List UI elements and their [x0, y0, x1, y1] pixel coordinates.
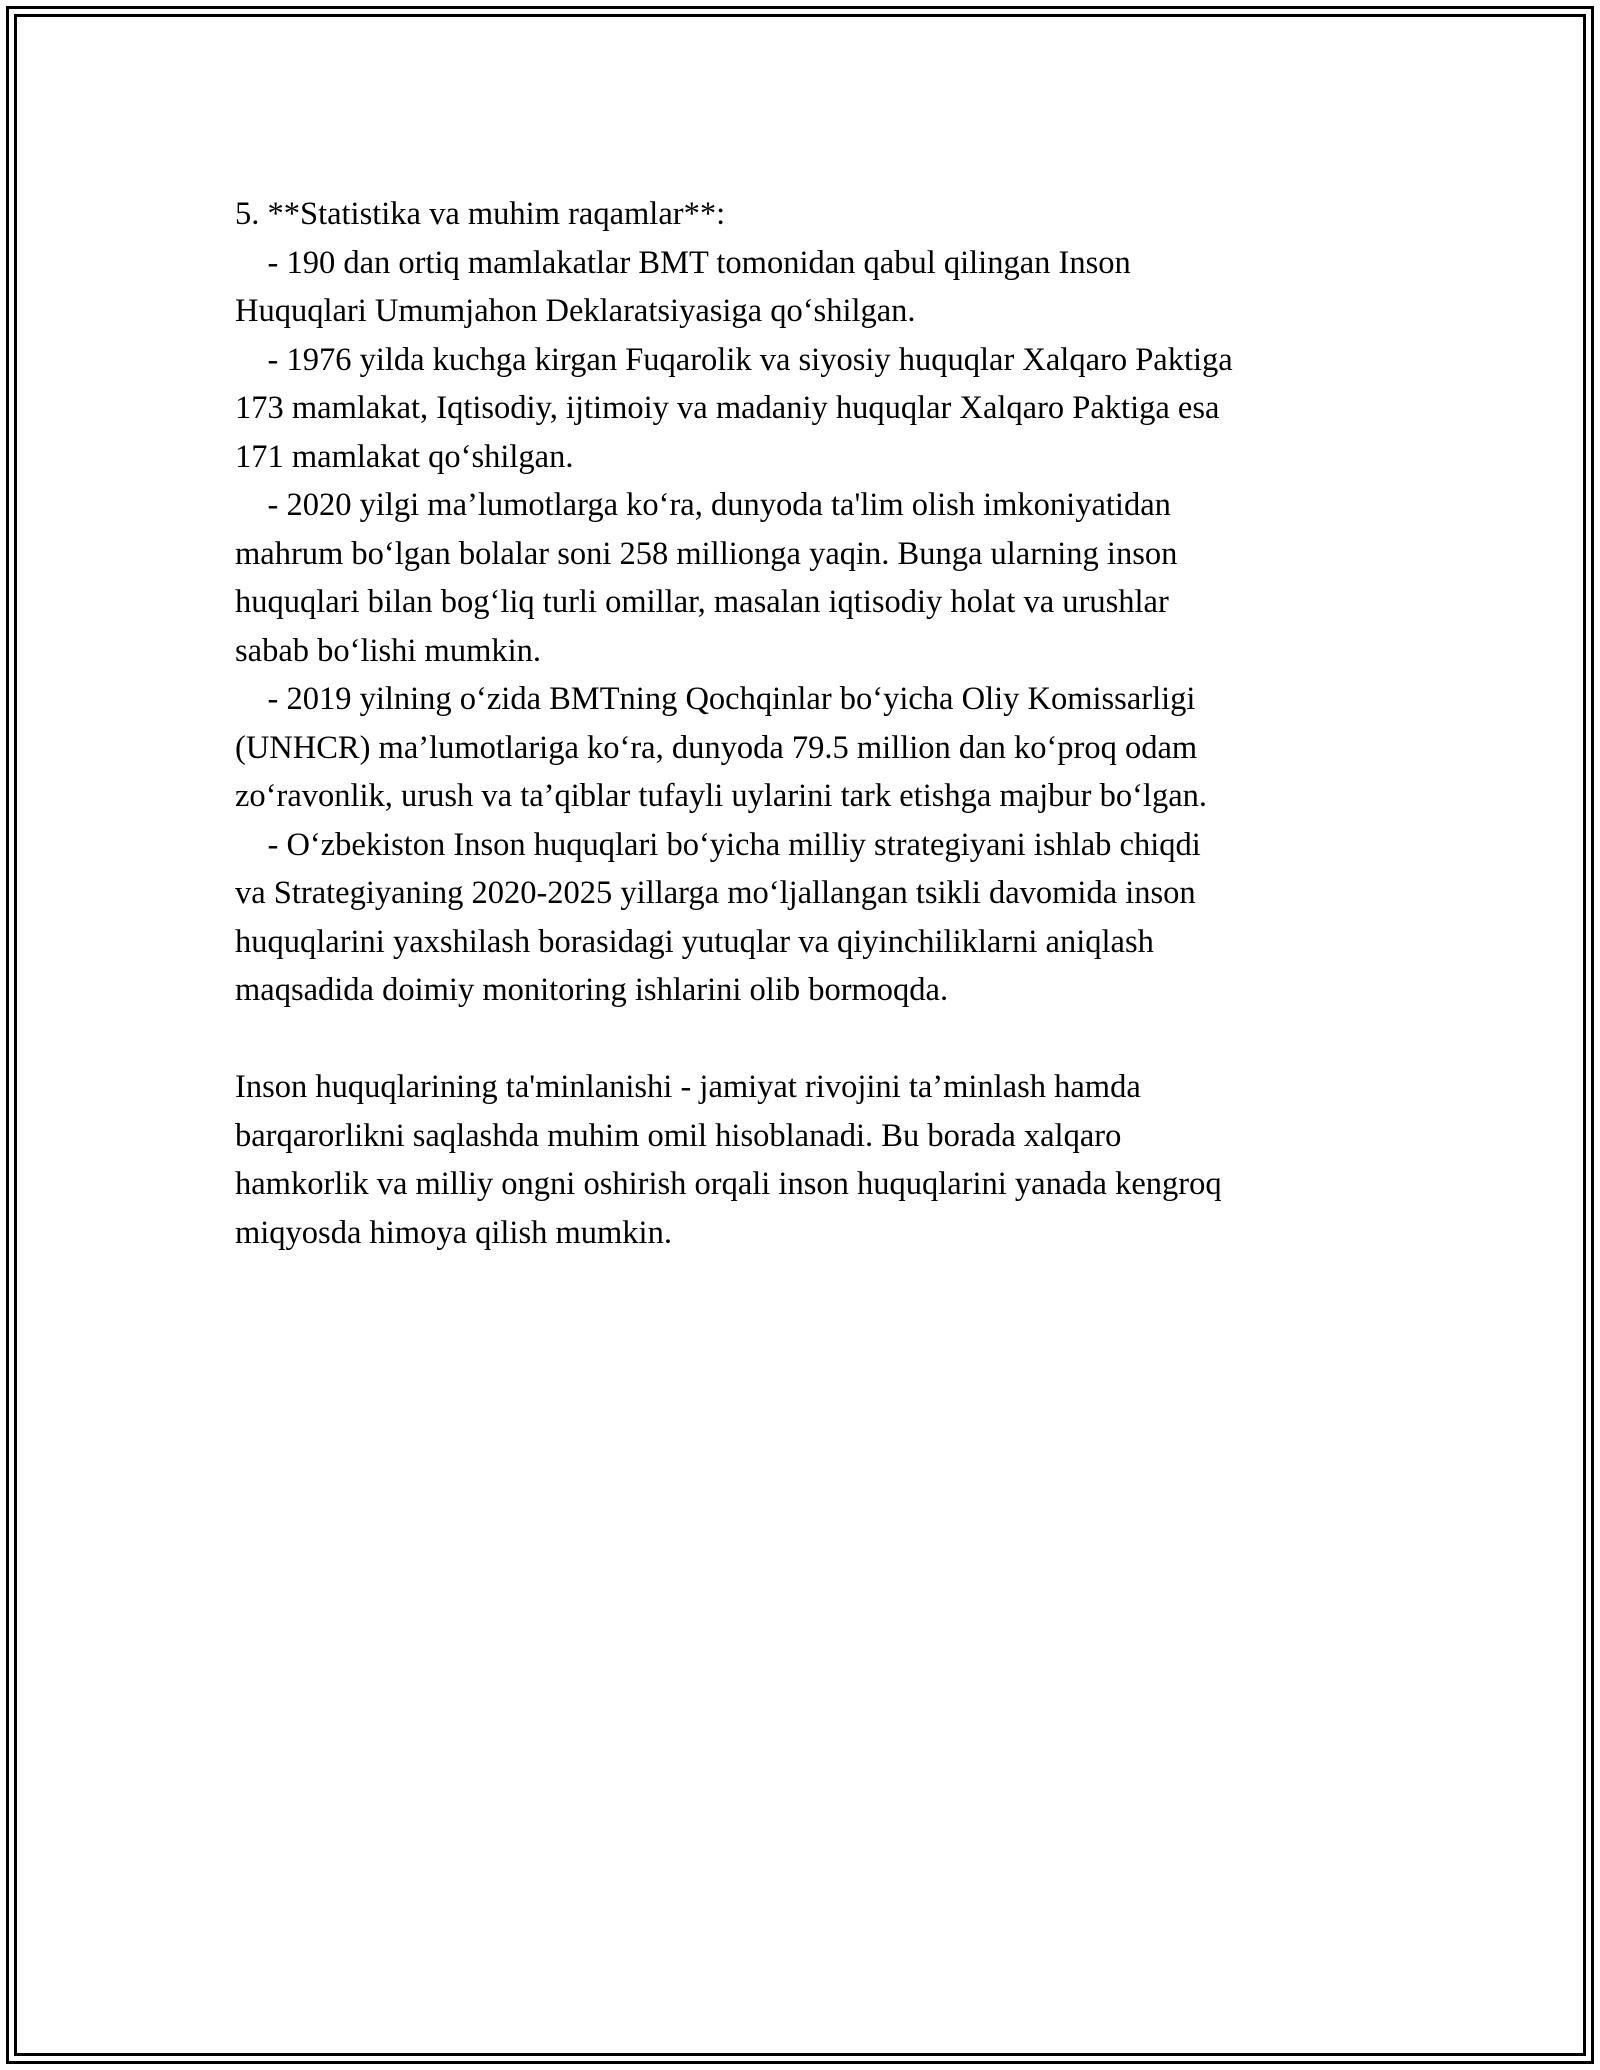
statistics-item-line: sabab bo‘lishi mumkin.	[235, 632, 542, 669]
statistics-item-line: - 2020 yilgi ma’lumotlarga ko‘ra, dunyoda ta'lim olish imkoniyatidan	[235, 487, 1171, 523]
statistics-item-line: (UNHCR) ma’lumotlariga ko‘ra, dunyoda 79.5 million dan ko‘proq odam	[235, 729, 1198, 766]
section-heading: 5. **Statistika va muhim raqamlar**:	[235, 196, 726, 232]
statistics-item-2020-education	[235, 481, 1395, 675]
statistics-item-line: Huquqlari Umumjahon Deklaratsiyasiga qo‘shilgan.	[235, 293, 916, 329]
statistics-item-line: zo‘ravonlik, urush va ta’qiblar tufayli uylarini tark etishga majbur bo‘lgan.	[235, 778, 1208, 814]
statistics-item-uzbekistan-strategy	[235, 821, 1395, 1015]
statistics-item-line: - O‘zbekiston Inson huquqlari bo‘yicha milliy strategiyani ishlab chiqdi	[235, 826, 1201, 863]
statistics-item-line: huquqlari bilan bog‘liq turli omillar, masalan iqtisodiy holat va urushlar	[235, 584, 1169, 620]
statistics-item-line: - 1976 yilda kuchga kirgan Fuqarolik va siyosiy huquqlar Xalqaro Paktiga	[235, 341, 1233, 378]
statistics-item-line: huquqlarini yaxshilash borasidagi yutuqlar va qiyinchiliklarni aniqlash	[235, 923, 1154, 960]
statistics-item-2019-refugees	[235, 675, 1395, 821]
statistics-item-line: 173 mamlakat, Iqtisodiy, ijtimoiy va madaniy huquqlar Xalqaro Paktiga esa	[235, 390, 1220, 426]
conclusion-line: barqarorlikni saqlashda muhim omil hisoblanadi. Bu borada xalqaro	[235, 1117, 1122, 1154]
conclusion-paragraph	[235, 1063, 1395, 1257]
conclusion-line: miqyosda himoya qilish mumkin.	[235, 1214, 672, 1251]
statistics-item-line: mahrum bo‘lgan bolalar soni 258 millionga yaqin. Bunga ularning inson	[235, 535, 1178, 572]
statistics-item-line: 171 mamlakat qo‘shilgan.	[235, 438, 574, 475]
statistics-item-1976-covenants	[235, 336, 1395, 482]
statistics-item-line: va Strategiyaning 2020-2025 yillarga mo‘ljallangan tsikli davomida inson	[235, 875, 1196, 911]
conclusion-line: hamkorlik va milliy ongni oshirish orqali inson huquqlarini yanada kengroq	[235, 1166, 1222, 1202]
statistics-item-line: - 190 dan ortiq mamlakatlar BMT tomonidan qabul qilingan Inson	[235, 244, 1131, 281]
statistics-item-line: - 2019 yilning o‘zida BMTning Qochqinlar bo‘yicha Oliy Komissarligi	[235, 681, 1196, 717]
conclusion-line: Inson huquqlarining ta'minlanishi - jamiyat rivojini ta’minlash hamda	[235, 1069, 1141, 1105]
document-body	[235, 190, 1395, 1257]
statistics-section	[235, 190, 1395, 1015]
paragraph-gap	[235, 1015, 1395, 1064]
statistics-item-190-countries	[235, 239, 1395, 336]
statistics-item-line: maqsadida doimiy monitoring ishlarini olib bormoqda.	[235, 972, 949, 1008]
